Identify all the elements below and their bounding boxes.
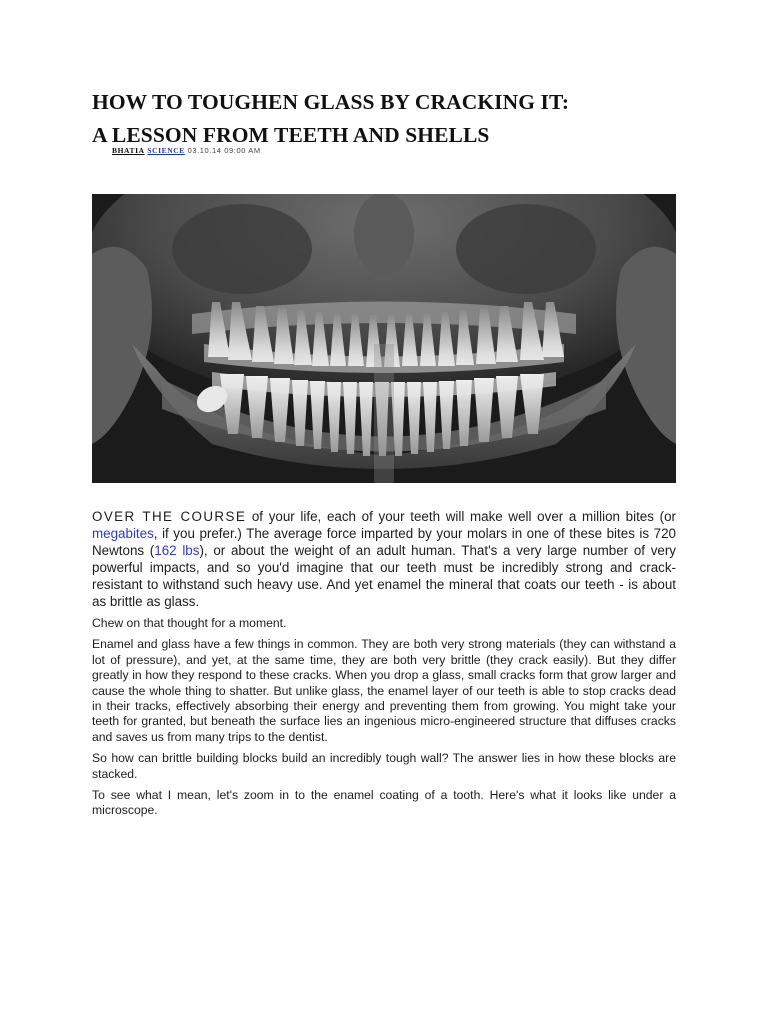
paragraph-4: So how can brittle building blocks build an incredibly tough wall? The answer lies in how these blocks are stacked. [92, 751, 676, 781]
xray-illustration [92, 194, 676, 483]
megabites-link[interactable]: megabites [92, 526, 154, 541]
author-link[interactable]: BHATIA [112, 146, 145, 155]
timestamp: 03.10.14 09:00 AM [187, 146, 261, 155]
lead-caps: OVER THE COURSE [92, 509, 247, 524]
lbs-link[interactable]: 162 lbs [154, 543, 200, 558]
article-title [92, 86, 692, 152]
paragraph-5: To see what I mean, let's zoom in to the enamel coating of a tooth. Here's what it looks like under a microscope. [92, 788, 676, 818]
dental-xray-image [92, 194, 676, 483]
paragraph-3: Enamel and glass have a few things in common. They are both very strong materials (they can withstand a lot of pressure), and yet, at the same time, they are both very brittle (they crack easily). But they differ greatly in how they respond to these cracks. When you drop a glass, small cracks form that grow larger and cause the whole thing to shatter. But unlike glass, the enamel layer of our teeth is able to stop cracks dead in their tracks, effectively absorbing their energy and preventing them from growing. You might take your teeth for granted, but beneath the surface lies an ingenious micro-engineered structure that diffuses cracks and saves us from many trips to the dentist. [92, 637, 676, 744]
title-line-2: A LESSON FROM TEETH AND SHELLS [92, 123, 490, 147]
paragraph-1 [92, 508, 676, 610]
paragraph-2: Chew on that thought for a moment. [92, 616, 287, 630]
byline [112, 146, 261, 155]
title-line-1: HOW TO TOUGHEN GLASS BY CRACKING IT: [92, 90, 570, 114]
para1-text-1: of your life, each of your teeth will make well over a million bites (or [246, 509, 677, 524]
article-body [92, 508, 676, 819]
para1-text-3: ), or about the weight of an adult human. That's a very large number of very powerful impacts, and so you'd imagine that our teeth must be incredibly strong and crack-resistant to withstand such heavy use. And yet enamel the mineral that coats our teeth - is about as brittle as glass. [92, 543, 676, 609]
para1-text-2: , if you prefer.) The average force imparted by your molars in one of these bites is 720 Newtons ( [92, 526, 676, 558]
category-link[interactable]: SCIENCE [147, 146, 185, 155]
